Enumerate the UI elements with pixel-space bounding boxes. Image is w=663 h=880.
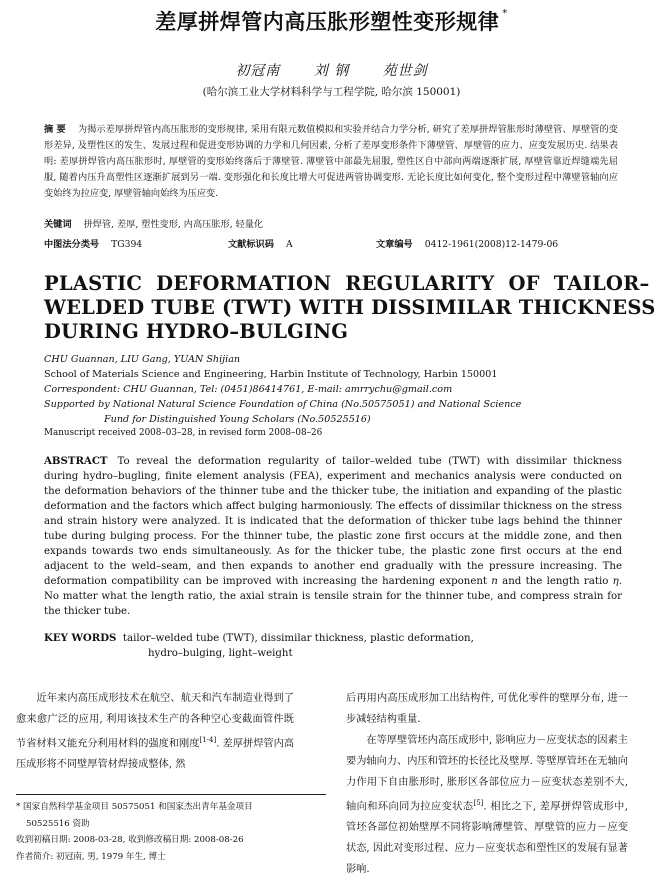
- body-paragraph-1-cont: 后再用内高压成形加工出结构件, 可优化零件的壁厚分布, 进一步减轻结构重量.: [346, 693, 628, 725]
- en-keywords-label: KEY WORDS: [44, 632, 117, 644]
- ref-5: [5]: [473, 799, 484, 807]
- en-title-line-2: WELDED TUBE (TWT) WITH DISSIMILAR THICKNESS: [44, 296, 656, 319]
- en-abstract-text-2: and the length ratio: [497, 576, 613, 587]
- en-title-line-3: DURING HYDRO–BULGING: [44, 320, 349, 343]
- en-affiliation: School of Materials Science and Engineering, Harbin Institute of Technology, Harbin 150001: [44, 369, 498, 380]
- cn-abstract: [44, 122, 618, 202]
- footnote-author-intro: 作者简介: 初冠南, 男, 1979 年生, 博士: [16, 851, 166, 862]
- en-keywords: [44, 631, 622, 661]
- cn-author-1: 初冠南: [235, 63, 281, 79]
- article-number-value: 0412-1961(2008)12-1479-06: [424, 239, 559, 250]
- en-keywords-line-2: hydro–bulging, light–weight: [148, 648, 293, 659]
- body-paragraph-2-text: 在等厚壁管坯内高压成形中, 影响应力－应变状态的因素主要为轴向力、内压和管坯的长径比及壁厚. 等壁厚管坯在无轴向力作用下自由胀形时, 胀形区各部位应力－应变状态差别不大, 轴向和环向同为拉应变状态: [346, 735, 628, 813]
- en-abstract-text-1: To reveal the deformation regularity of tailor–welded tube (TWT) with dissimilar thickness during hydro–bugling, finite element analysis (FEA), experiment and mechanics analysis were conducted on the deformation behaviors of the thinner tube and the thicker tube, the initiation and expanding of the plastic deformation and the factors which affect bulging harmoniously. The effects of dissimilar thickness on the stress and strain history were analyzed. It is indicated that the deformation of thicker tube lags behind the thinner tube during bulging process. For the thinner tube, the plastic zone first occurs at the middle zone, and then expands towards two ends simultaneously. As for the thicker tube, the plastic zone first occurs at the end adjacent to the weld–seam, and then expands to another end gradually with the pressure increasing. The deformation compatibility can be improved with increasing the hardening exponent: [44, 456, 622, 587]
- en-abstract: [44, 454, 622, 619]
- cn-authors: [0, 60, 663, 80]
- en-abstract-text-3: . No matter what the length ratio, the axial strain is tensile strain for the thinner tube, and compress strain for the thicker tube.: [44, 576, 622, 617]
- en-authors: CHU Guannan, LIU Gang, YUAN Shijian: [44, 354, 241, 365]
- body-paragraph-1-text-2: . 差厚拼焊管内高压成形将不同壁厚管材焊接成整体, 然: [16, 738, 295, 771]
- doc-code-label: 文献标识码: [228, 239, 274, 250]
- body-paragraph-1-text: 近年来内高压成形技术在航空、航天和汽车制造业得到了愈来愈广泛的应用, 利用该技术生产的各种空心变截面管件既节省材料又能充分利用材料的强度和刚度: [16, 693, 294, 750]
- cn-keywords-text: 拼焊管, 差厚, 塑性变形, 内高压胀形, 轻量化: [83, 219, 264, 230]
- article-number-item: [376, 236, 558, 250]
- en-title: [44, 272, 656, 344]
- cn-title-footnote-mark: *: [502, 8, 508, 19]
- en-support-line-2: Fund for Distinguished Young Scholars (No.50525516): [104, 414, 371, 425]
- cn-abstract-text: 为揭示差厚拼焊管内高压胀形的变形规律, 采用有限元数值模拟和实验并结合力学分析, 研究了差厚拼焊管胀形时薄壁管、厚壁管的变形差异, 及塑性区的发生、发展过程和促进变形协调的力学和几何因素, 分析了差厚变形条件下薄壁管、厚壁管的应力、应变发展历史. 结果表明: 差厚拼焊管内高压胀形时, 厚壁管的变形始终落后于薄壁管. 薄壁管中部最先屈服, 塑性区自中部向两端逐渐扩展, 厚壁管靠近焊缝端先屈服, 随着内压升高塑性区逐渐扩展到另一端. 变形强化和长度比增大可促进两管协调变形. 无论长度比如何变化, 整个变形过程中薄壁管轴向应变始终为拉应变, 厚壁管轴向始终为压应变.: [44, 124, 618, 199]
- footnote-fund-line-1: * 国家自然科学基金项目 50575051 和国家杰出青年基金项目: [16, 802, 253, 812]
- en-support-line-1: Supported by National Natural Science Foundation of China (No.50575051) and National Science: [44, 399, 522, 410]
- doc-code-value: A: [285, 239, 293, 250]
- cn-author-2: 刘 钢: [313, 63, 350, 79]
- body-paragraph-2: [346, 730, 628, 880]
- body-right-column: [346, 688, 628, 880]
- footnote-dates: 收到初稿日期: 2008-03-28, 收到修改稿日期: 2008-08-26: [16, 835, 244, 845]
- footnote-fund-line-2: 50525516 资助: [26, 818, 90, 829]
- en-title-line-1: PLASTIC DEFORMATION REGULARITY OF TAILOR–: [44, 272, 650, 295]
- cn-keywords: [44, 216, 618, 230]
- cn-affiliation: (哈尔滨工业大学材料科学与工程学院, 哈尔滨 150001): [202, 86, 461, 98]
- cn-abstract-label: 摘 要: [44, 124, 66, 135]
- clc-item: [44, 236, 142, 250]
- clc-label: 中图法分类号: [44, 239, 100, 250]
- cn-title: [0, 6, 663, 36]
- body-left-column: [16, 688, 294, 775]
- body-paragraph-1: [16, 688, 294, 775]
- hardening-exponent-symbol: n: [491, 576, 498, 587]
- en-keywords-line-1: tailor–welded tube (TWT), dissimilar thickness, plastic deformation,: [122, 633, 474, 644]
- cn-author-3: 苑世剑: [382, 63, 428, 79]
- en-abstract-label: ABSTRACT: [44, 455, 108, 467]
- footnote: [16, 794, 326, 865]
- article-number-label: 文章编号: [376, 239, 413, 250]
- length-ratio-symbol: η: [612, 576, 619, 587]
- clc-value: TG394: [111, 239, 143, 250]
- en-received: Manuscript received 2008–03–28, in revised form 2008–08–26: [44, 428, 323, 438]
- doc-code-item: [228, 236, 293, 250]
- en-meta: [44, 352, 624, 439]
- cn-keywords-label: 关键词: [44, 219, 72, 230]
- cn-title-text: 差厚拼焊管内高压胀形塑性变形规律: [155, 10, 500, 34]
- en-correspondent: Correspondent: CHU Guannan, Tel: (0451)86414761, E-mail: amrrychu@gmail.com: [44, 384, 453, 395]
- ref-1-4: [1-4]: [199, 736, 217, 744]
- body-paragraph-2-text-2: . 相比之下, 差厚拼焊管成形中, 管坯各部位初始壁厚不同将影响薄壁管、厚壁管的应力－应变状态, 因此对变形过程、应力－应变状态和塑性区的发展有显著影响.: [346, 801, 628, 876]
